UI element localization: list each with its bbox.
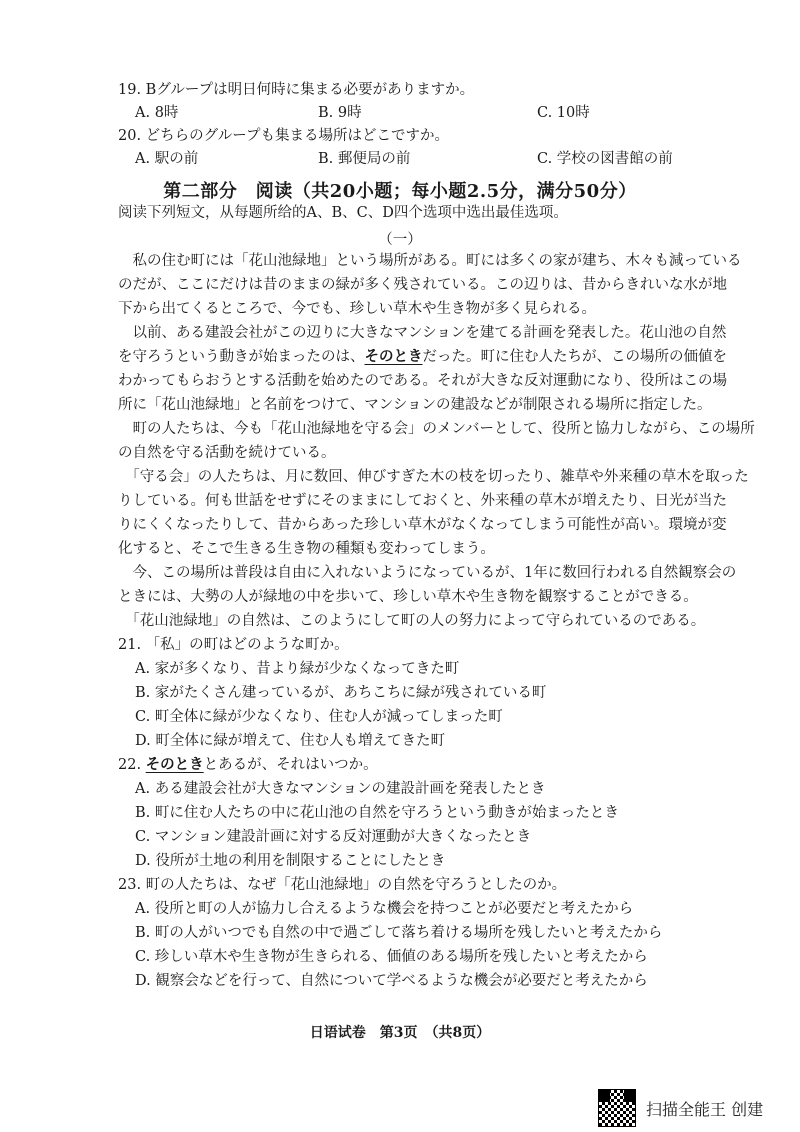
passage-line: 「花山池緑地」の自然は、このようにして町の人の努力によって守られているのである。	[118, 613, 706, 629]
passage-line: 今、この場所は普段は自由に入れないようになっているが、1年に数回行われる自然観察会の	[118, 565, 737, 581]
passage-line: 下から出てくるところで、今でも、珍しい草木や生き物が多く見られる。	[118, 301, 597, 317]
q20-option-c: C. 学校の図書館の前	[537, 151, 673, 167]
question-20-stem: 20. どちらのグループも集まる場所はどこですか。	[118, 128, 450, 144]
question-text: とあるが、それはいつか。	[203, 757, 378, 773]
q22-option-c: C. マンション建設計画に対する反対運動が大きくなったとき	[135, 829, 532, 845]
q21-option-a: A. 家が多くなり、昔より緑が少なくなってきた町	[135, 661, 460, 677]
passage-line: りにくくなったりして、昔からあった珍しい草木がなくなってしまう可能性が高い。環境が変	[118, 517, 727, 533]
question-21-stem: 21. 「私」の町はどのような町か。	[118, 637, 349, 653]
reading-instruction: 阅读下列短文，从每题所给的A、B、C、D四个选项中选出最佳选项。	[118, 205, 568, 221]
passage-text: だった。町に住む人たちが、この場所の価値を	[422, 349, 727, 365]
q23-option-c: C. 珍しい草木や生き物が生きられる、価値のある場所を残したいと考えたから	[135, 949, 648, 965]
q20-option-a: A. 駅の前	[135, 151, 199, 167]
passage-number: （一）	[378, 232, 422, 248]
passage-line: りしている。何も世話をせずにそのままにしておくと、外来種の草木が増えたり、日光が当た	[118, 493, 727, 509]
q22-option-b: B. 町に住む人たちの中に花山池の自然を守ろうという動きが始まったとき	[135, 805, 619, 821]
q19-option-c: C. 10時	[537, 105, 590, 121]
underlined-phrase: そのとき	[145, 756, 204, 773]
q19-option-b: B. 9時	[318, 105, 362, 121]
watermark-text: 扫描全能王 创建	[646, 1099, 764, 1119]
passage-line: のだが、ここにだけは昔のままの緑が多く残されている。この辺りは、昔からきれいな水が地	[118, 277, 727, 293]
q23-option-d: D. 観察会などを行って、自然について学べるような機会が必要だと考えたから	[135, 973, 648, 989]
scanner-watermark	[598, 1088, 763, 1128]
passage-line: 所に「花山池緑地」と名前をつけて、マンションの建設などが制限される場所に指定した。	[118, 397, 712, 413]
q22-option-d: D. 役所が土地の利用を制限することにしたとき	[135, 853, 446, 869]
passage-line: 町の人たちは、今も「花山池緑地を守る会」のメンバーとして、役所と協力しながら、この場所	[118, 421, 755, 437]
question-23-stem: 23. 町の人たちは、なぜ「花山池緑地」の自然を守ろうとしたのか。	[118, 877, 567, 893]
passage-line: の自然を守る活動を続けている。	[118, 445, 336, 461]
passage-line: 「守る会」の人たちは、月に数回、伸びすぎた木の枝を切ったり、雑草や外来種の草木を取った	[118, 469, 749, 485]
q20-option-b: B. 郵便局の前	[318, 151, 411, 167]
question-22-stem	[118, 756, 378, 774]
q21-option-b: B. 家がたくさん建っているが、あちこちに緑が残されている町	[135, 685, 547, 701]
passage-text: を守ろうという動きが始まったのは、	[118, 349, 365, 365]
passage-line: わかってもらおうとする活動を始めたのである。それが大きな反対運動になり、役所はこの場	[118, 373, 727, 389]
passage-line: 以前、ある建設会社がこの辺りに大きなマンションを建てる計画を発表した。花山池の自然	[118, 325, 727, 341]
underlined-phrase: そのとき	[364, 348, 423, 365]
passage-line: 私の住む町には「花山池緑地」という場所がある。町には多くの家が建ち、木々も減っている	[118, 253, 742, 269]
q22-option-a: A. ある建設会社が大きなマンションの建設計画を発表したとき	[135, 781, 546, 797]
q23-option-b: B. 町の人がいつでも自然の中で過ごして落ち着ける場所を残したいと考えたから	[135, 925, 663, 941]
passage-line-with-underline	[118, 348, 727, 366]
q21-option-d: D. 町全体に緑が増えて、住む人も増えてきた町	[135, 733, 446, 749]
page-footer: 日语试卷 第3页 （共8页）	[309, 1025, 491, 1041]
q21-option-c: C. 町全体に緑が少なくなり、住む人が減ってしまった町	[135, 709, 503, 725]
q23-option-a: A. 役所と町の人が協力し合えるような機会を持つことが必要だと考えたから	[135, 901, 634, 917]
section-title: 第二部分 阅读（共20小题；每小题2.5分，满分50分）	[163, 181, 637, 202]
passage-line: 化すると、そこで生きる生き物の種類も変わってしまう。	[118, 541, 495, 557]
question-number: 22.	[118, 757, 146, 773]
passage-line: ときには、大勢の人が緑地の中を歩いて、珍しい草木や生き物を観察することができる。	[118, 589, 698, 605]
question-19-stem: 19. Bグループは明日何時に集まる必要がありますか。	[118, 82, 475, 98]
q19-option-a: A. 8時	[135, 105, 179, 121]
qr-code-icon	[598, 1089, 636, 1127]
